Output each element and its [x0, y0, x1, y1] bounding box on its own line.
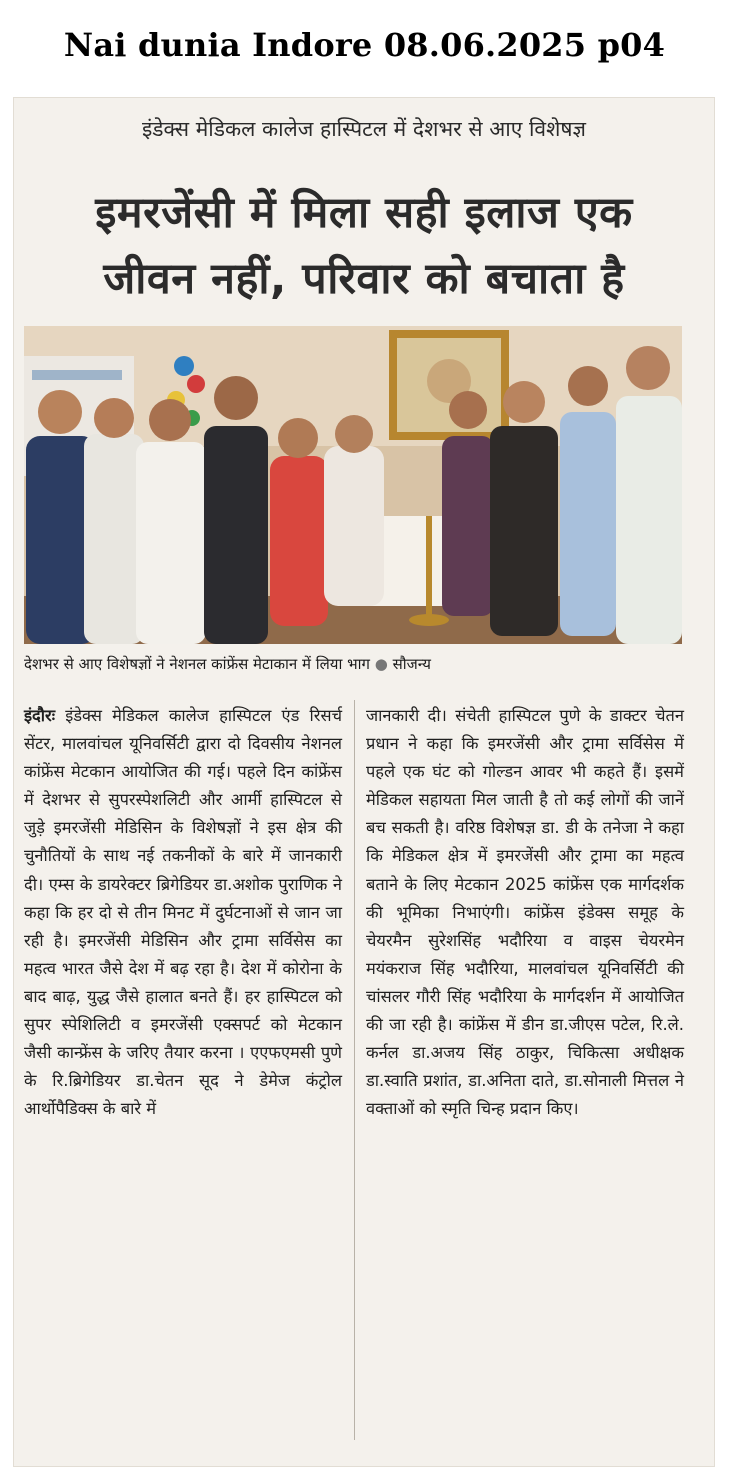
- article-column-left-text: इंडेक्स मेडिकल कालेज हास्पिटल एंड रिसर्च सेंटर, मालवांचल यूनिवर्सिटी द्वारा दो दिवसीय नेशनल कांफ्रेंस मेटकान आयोजित की गई। पहले दिन कांफ्रेंस में देशभर से सुपरस्पेशलिटी और आर्मी हास्पिटल से जुड़े इमरजेंसी मेडिसिन के विशेषज्ञों ने इस क्षेत्र की चुनौतियों के साथ नई तकनीकों के बारे में जानकारी दी। एम्स के डायरेक्टर ब्रिगेडियर डा.अशोक पुराणिक ने कहा कि हर दो से तीन मिनट में दुर्घटनाओं से जान जा रही है। इमरजेंसी मेडिसिन और ट्रामा सर्विसेस का महत्व भारत जैसे देश में बढ़ रहा है। देश में कोरोना के बाद बाढ़, युद्ध जैसे हालात बनते हैं। हर हास्पिटल को सुपर स्पेशिलिटी व इमरजेंसी एक्सपर्ट को मेटकान जैसी कान्फ्रेंस के जरिए तैयार करना । एएफएमसी पुणे के रि.ब्रिगेडियर डा.चेतन सूद ने डेमेज कंट्रोल आर्थोपैडिक्स के बारे में: [24, 706, 342, 1119]
- headline-line-1: इमरजेंसी में मिला सही इलाज एक: [95, 188, 633, 238]
- page-source-header: Nai dunia Indore 08.06.2025 p04: [63, 26, 666, 64]
- article-kicker: इंडेक्स मेडिकल कालेज हास्पिटल में देशभर से आए विशेषज्ञ: [141, 117, 586, 141]
- article-column-right-text: जानकारी दी। संचेती हास्पिटल पुणे के डाक्टर चेतन प्रधान ने कहा कि इमरजेंसी और ट्रामा सर्विसेस में पहले एक घंट को गोल्डन आवर भी कहते हैं। इसमें मेडिकल सहायता मिल जाती है तो कई लोगों की जानें बच सकती है। वरिष्ठ विशेषज्ञ डा. डी के तनेजा ने कहा कि मेडिकल क्षेत्र में इमरजेंसी और ट्रामा का महत्व बताने के लिए मेटकान 2025 कांफ्रेंस एक मार्गदर्शक की भूमिका निभाएंगी। कांफ्रेंस इंडेक्स समूह के चेयरमैन सुरेशसिंह भदौरिया व वाइस चेयरमेन मयंकराज सिंह भदौरिया, मालवांचल यूनिवर्सिटी की चांसलर गौरी सिंह भदौरिया के मार्गदर्शन में आयोजित की जा रही है। कांफ्रेंस में डीन डा.जीएस पटेल, रि.ले. कर्नल डा.अजय सिंह ठाकुर, चिकित्सा अधीक्षक डा.स्वाति प्रशांत, डा.अनिता दाते, डा.सोनाली मित्तल ने वक्ताओं को स्मृति चिन्ह प्रदान किए।: [366, 706, 684, 1119]
- photo-caption-text: देशभर से आए विशेषज्ञों ने नेशनल कांफ्रेंस मेटाकान में लिया भाग: [24, 655, 370, 673]
- article-column-right: [366, 702, 684, 1123]
- photo-credit: सौजन्य: [392, 655, 431, 673]
- headline-line-2: जीवन नहीं, परिवार को बचाता है: [103, 254, 625, 304]
- column-divider: [354, 700, 355, 1440]
- photo-caption: [24, 654, 704, 674]
- event-photo-illustration: [24, 326, 682, 644]
- event-photo: [24, 326, 682, 644]
- article-headline: [14, 180, 714, 312]
- article-column-left: [24, 702, 342, 1123]
- bullet-icon: ●: [374, 655, 388, 673]
- article-dateline: इंदौरः: [24, 706, 56, 725]
